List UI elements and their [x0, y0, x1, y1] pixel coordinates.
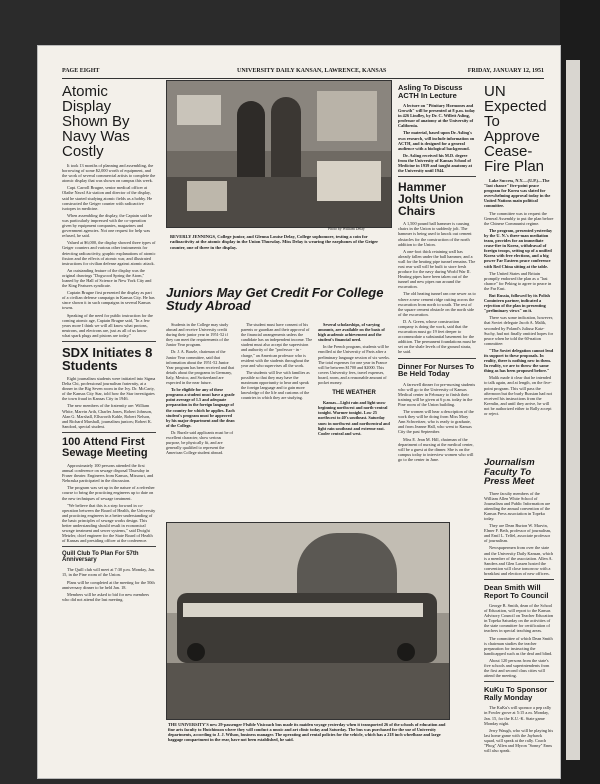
dean-p1: George B. Smith, dean of the School of Education, will report to the Kansas Advisory Council on Teacher Education in Topeka Saturday on the activities of the state committee for certification of teachers in special teaching areas. — [484, 603, 554, 634]
un-p1: Lake Success, N.Y.—(U.P.)—The "last chance" five-point peace program for Korea was slated for overwhelming approval today in the United Nations main political committee. — [484, 178, 551, 209]
juniors-p6: The students will live with families as possible so that they may have the maximum opportunity to hear and speak the foreign language and to gain more knowledge of the life and customs of the countries in which they are studying. — [241, 369, 310, 401]
asling-p1: A lecture on "Pituitary Hormones and Growth" will be presented at 8 p.m. today in 426 Lindley, by Dr. C. Willett Asling, professor of anatomy at the University of California. — [398, 103, 476, 129]
divider — [484, 681, 554, 682]
quill-p1: The Quill club will meet at 7:30 p.m. Monday, Jan. 15, in the Pine room of the Union. — [62, 567, 155, 578]
press-headline: Journalism Faculty To Press Meet — [484, 457, 535, 487]
issue-date: FRIDAY, JANUARY 12, 1951 — [467, 68, 544, 74]
weather-text: Kansas—Light rain and light snow beginning northwest and north-central tonight. Warmer tonight. Low 25 northwest to 40's southeast. Saturday snow in northwest and northcentral and light rain southeast and extreme east. Cooler central and west. — [318, 400, 390, 436]
nurses-p2: The women will hear a description of the work they will be doing from Miss Mary Ann Schweitzer, who is ready to graduate, and from Jeanne Hall, who went to Kansas City the past September. — [398, 409, 474, 435]
juniors-p3: To be eligible for any of these programs a student must have a grade point average of 1.5 and adequate preparation in the foreign language of the country for which he applies. Each student's program must be approved by his major department and the dean of the College. — [166, 387, 235, 428]
press-p1: Three faculty members of the William Allen White School of Journalism and Public Information are attending the annual convention of the Kansas Press association in Topeka today. — [484, 490, 551, 521]
juniors-p5: The student must have consent of his parents or guardian and their approval of the financial arrangements unless the candidate has an independent income. The student must also accept the supervision and authority of the "professor - in - charge," an American professor who is resident with the students throughout the year and who supervises all the work. — [241, 322, 313, 368]
juniors-p2: Dr. J. A. Burzle, chairman of the Junior Year committee, said that information about the 1951-52 Junior Year program has been received and that details about the programs in Germany, Italy, Mexico, and Switzerland are expected in the near future. — [166, 349, 235, 386]
juniors-p7: Several scholarships, of varying amounts, are available on the basis of high academic achievement and the student's financial need. — [318, 322, 385, 343]
hammer-p4: D. A. Green, whose construction company is doing the work, said that the excavation must go 19 feet deeper to accommodate a substantial basement for the addition. The permanent foundations must be set on the shale levels of the ground strata, he said. — [398, 318, 476, 355]
atomic-p3: When assembling the display, the Captain said he was particularly impressed with the co-operation given by equipment companies, magazines and government agencies. Not one request for help was refused, he said. — [62, 212, 153, 239]
sewage-p2: The program was set up in the nature of a refresher course to bring the practicing engineers up to date on the new techniques of sewage treatment. — [62, 485, 155, 501]
kuku-p1: The KuKu's will sponsor a pep rally in Fowler grove at 5:15 a.m. Monday, Jan. 15, for the K.U.-K. State game Monday night. — [484, 705, 552, 726]
atomic-p7: Speaking of the need for public instruction for the coming atomic age, Captain Brugne said, "In a few years more I think we will all know what protons, neutrons, and electrons are, just as all of us know what spark plugs and pistons are today." — [62, 312, 153, 338]
atomic-display-photo — [166, 80, 392, 228]
un-p7: "The Soviet delegation cannot lend its support to these proposals. In reality, there is nothing new in them. In reality, we are to throw the same thing as has been proposed before." — [484, 347, 554, 374]
hammer-p1: A 1,500 pound ball hammer is causing chairs in the Union to suddenly jolt. The hammer is being used to knock out cement obstacles for the construction of the north addition to the Union. — [398, 221, 472, 247]
page-number: PAGE EIGHT — [62, 68, 100, 74]
hammer-p3: The old heating tunnel ran one sewer as to where a new cement ridge cutting across the excavation from north to south. The rest of the square cement obstacle on the north side of the excavation. — [398, 291, 476, 317]
un-headline: UN Expected To Approve Cease-Fire Plan — [484, 83, 547, 175]
juniors-p4: Dr. Burzle said applicants must be of excellent character, show serious purpose, be physically fit, and are generally qualified to represent the American College student abroad. — [166, 429, 233, 456]
newspaper-page — [38, 46, 560, 778]
sewage-headline: 100 Attend First Sewage Meeting — [62, 435, 148, 459]
column-center-right — [398, 80, 476, 770]
sdx-p2: The new members of the fraternity are: William White, Marvin Arth, Charles Jones, Robert Johnson, Alan G. Marshall, Ellsworth Kahle, Robert Nelson, and Richard Marshall, journalism juniors; Robert K. Sandord, special student. — [62, 403, 152, 429]
atomic-p6: Captain Brugne first presented the display as part of a civilian defense campaign in Kansas City. He has since shown it in such campaigns in several Kansas towns. — [62, 290, 155, 311]
masthead — [62, 66, 544, 79]
press-p3: Newspapermen from over the state and the University Daily Kansan, which is a member of the association. Allen A. Sanders and Glen Lassen hosted the convention will close tomorrow with a breakfast and election of new officers. — [484, 545, 553, 576]
atomic-p2: Capt. Carroll Brugne, senior medical officer at Olathe Naval Air station and director of the display, said he started studying atomic fields as a hobby. He constructed the Geiger counter with radioactive isotopes in medicine. — [62, 185, 153, 211]
press-p2: They are Dean Burton W. Marvin, Elmer F. Beth, professor of journalism, and Emil L. Telfel, associate professor of journalism. — [484, 523, 552, 544]
kuku-headline: KuKu To Sponsor Rally Monday — [484, 685, 548, 702]
sewage-p1: Approximately 100 persons attended the first annual conference on sewage disposal Thursday in Fraser theater. Engineers from Kansas, Missouri, and Nebraska participated in the discussion. — [62, 462, 154, 484]
quill-p3: Members will be asked to bid for new members who did not attend the last meeting. — [62, 591, 150, 602]
binding-edge — [560, 0, 600, 784]
nurses-p3: Miss E. Jean M. Hill, chairman of the department of nursing at the medical center, will be a guest at the dinner. She is on the campus today to interview women who will go to the center in June. — [398, 436, 474, 462]
dean-p3: About 120 persons from the state's five schools and superintendents from the first and second class cities will attend the meeting. — [484, 657, 550, 679]
asling-p2: The material, based upon Dr. Asling's own research, will include information on ACTH, and is designed for a general audience with a biological background. — [398, 130, 475, 151]
un-p3: The program, presented yesterday by the U. N.'s three-man mediation team, provides for an immediate cease-fire in Korea, withdrawal of foreign troops, setting up of a unified Korea with free elections, and a big power Far Eastern peace conference with Red China sitting at the table. — [484, 227, 553, 269]
weather-headline: THE WEATHER — [332, 390, 376, 397]
juniors-story — [166, 282, 390, 316]
asling-p3: Dr. Asling received his M.D. degree from the University of Kansas School of Medicine in 1939 and taught anatomy at the University until 1944. — [398, 152, 473, 174]
column-right-lower — [484, 454, 554, 770]
asling-headline: Asling To Discuss ACTH In Lecture — [398, 83, 463, 100]
divider — [62, 432, 156, 433]
divider — [398, 358, 476, 359]
photo-caption: BEVERLY JENNINGS, College junior, and Glenna Louise Delay, College sophomore, testing a coin for radioactivity at the atomic display in the Union Thursday. Miss Delay is wearing the earphones of the Geiger counter, one of three in the display. — [170, 234, 379, 250]
nurses-p1: A farewell dinner for pre-nursing students who will go to the University of Kansas Medical center in February to finish their training will be given at 6 p.m. today in the Pine room of the Union building. — [398, 381, 476, 407]
sewage-p3: "We believe that this is a step forward in co-operation between the Board of Health, the University and practicing engineers in a better understanding of the basic principles of sewage works design. This better understanding should result in economical sewage treatment and sewer systems," said Dwight Metzler, chief engineer for the State Board of Health of Kansas and presiding officer at the conference. — [62, 502, 156, 544]
binding-strip — [566, 60, 580, 760]
kuku-p2: Jerry Waugh, who will be playing his last home game with the Jayhawk squad, will speak at the rally. Coach "Phog" Allen and Myron "Sonny" Enns will also speak. — [484, 727, 554, 754]
divider — [484, 579, 554, 580]
un-p4: The United States and Britain promptly endorsed the plan as a "last chance" for Peking to agree to peace in the Far East. — [484, 270, 552, 291]
divider — [62, 546, 156, 547]
atomic-p5: An outstanding feature of the display was the original drawings "Dogwood Spring the Atom," loaned by the Hall of Science in New York City and the King Features syndicate. — [62, 267, 152, 289]
divider — [62, 341, 156, 342]
un-p8: Malik made it clear that he intended to talk again, and at length, on the five-point program. This will pass the afternoon but the burly Russian had not received his instructions from the Kremlin, and until they arrive, he will not be authorized either to Rally accept or reject. — [484, 375, 553, 417]
nurses-headline: Dinner For Nurses To Be Held Today — [398, 361, 475, 379]
quill-p2: Plans will be completed at the meeting for the 50th anniversary dinner to be held Jan. 18. — [62, 579, 155, 590]
atomic-headline: Atomic Display Shown By Navy Was Costly — [62, 83, 130, 160]
dean-headline: Dean Smith Will Report To Council — [484, 583, 549, 600]
column-left — [62, 80, 156, 770]
bus-caption: THE UNIVERSITY'S new 29-passenger Flxible Visicoach bus made its maiden voyage yesterday when it transported 26 of the schools of education and fine arts faculty to Hutchinson where they will conduct a music and art clinic today and Saturday. The bus was purchased for the use of University departments, according to J. J. Wilson, business manager. The operating and rental policies for the vehicle, which has a 218 inch wheelbase and large baggage compartment in the rear, have not been established, he said. — [168, 722, 446, 743]
juniors-p8: In the French program, students will be enrolled at the University of Paris after a preliminary language session of six weeks. The total expenses for one year in France will be between $1700 and $2000. This covers University fees, travel expenses, board, room, and a reasonable amount of pocket money. — [318, 344, 390, 386]
hammer-p2: A one-foot thick retaining wall has already fallen under the ball hammer, and a wall for the heating pipe tunnel remains. The east rear wall will be built to store fresh produce for the navy during World War II. Heating pipes have been taken out of the tunnel and new pipes run around the excavation. — [398, 248, 476, 290]
un-p5: But Russia, followed by its Polish Comintern partner, indicated a rejection of the plan in presenting "preliminary views" on it. — [484, 292, 550, 314]
juniors-headline: Juniors May Get Credit For College Study Abroad — [166, 285, 384, 313]
atomic-p4: Valued at $6,000, the display showed three types of Geiger counters and various other instruments for detecting radioactivity, graphic explanations of atomic fission and the effects of atomic war, and illustrated instructions for civilian defense against atomic attack. — [62, 240, 156, 266]
un-p2: The committee was to request the General Assembly to put the plan before the Chinese Communist regime. — [484, 210, 554, 226]
atomic-p1: It took 13 months of planning and assembling, the borrowing of some $2,000 worth of equipment, and the work of several commercial artists to complete the atomic display that was shown on campus this week. — [62, 163, 156, 184]
quill-headline: Quill Club To Plan For 57th Anniversary — [62, 551, 139, 564]
sdx-p1: Eight journalism students were initiated into Sigma Delta Chi, professional journalism fraternity, at a dinner in the Big Seven room in the Ivy. Dr. McCarty, of the Kansas City Star, told how the Star investigates the town fraud in Kansas City in 1946. — [62, 376, 156, 402]
juniors-p1: Students in the College may study abroad and receive University credit during their junior year in 1951-52 if they can meet the requirements of the Junior Year program. — [166, 322, 230, 348]
paper-name: UNIVERSITY DAILY KANSAN, LAWRENCE, KANSAS — [237, 68, 387, 74]
sdx-headline: SDX Initiates 8 Students — [62, 345, 153, 373]
hammer-headline: Hammer Jolts Union Chairs — [398, 180, 464, 219]
un-p6: There was some indication, however, that Soviet delegate Jacob A. Malik, seconded by Poland's Juliusz Katz-Suchy, had not finally omitted hopes for peace when he told the 60-nation committee: — [484, 315, 554, 346]
dean-p2: The committee of which Dean Smith is chairman studies the teacher preparation for instructing the handicapped such as the deaf and blind. — [484, 635, 553, 656]
divider — [398, 176, 476, 177]
photo-credit: Photo by William Delay — [328, 227, 365, 231]
